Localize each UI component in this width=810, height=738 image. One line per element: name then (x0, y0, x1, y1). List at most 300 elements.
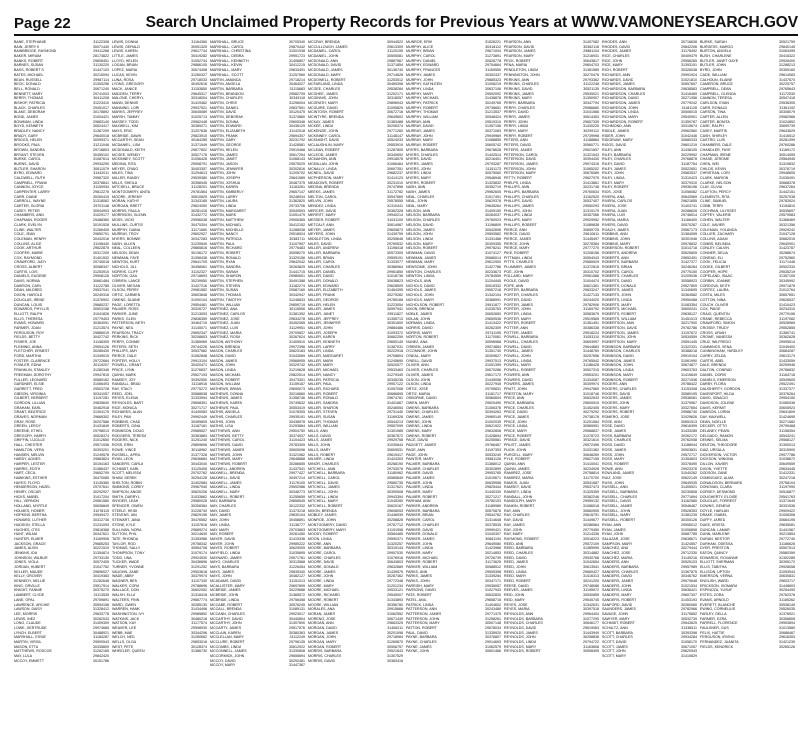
owner-name: REYNOLDS, ANN (504, 611, 534, 616)
property-id: 30271217 (485, 494, 501, 499)
property-id: 31187764 (681, 161, 697, 166)
property-id: 31330808 (289, 649, 305, 654)
owner-name: SCOTT, BARBARA (602, 630, 633, 635)
property-id: 31056082 (681, 190, 697, 194)
owner-name: MARTIN, DONNA (210, 119, 239, 124)
owner-name: CLAY, OLIVIA (700, 185, 723, 190)
owner-name: NEWSOME, JOHN (406, 265, 437, 269)
owner-name: COX, RAYMOND (14, 255, 42, 260)
property-id: 30262172 (681, 433, 697, 438)
owner-name: MOORE, RICHARD (308, 593, 340, 598)
owner-name: ROBBINS, MARY (602, 241, 631, 246)
property-id: 31065202 (583, 166, 599, 171)
owner-name: ROBERTS, ANN (602, 255, 629, 260)
owner-name: PARKER, JAMES (406, 536, 435, 541)
owner-name: SUTTON, PHIL (112, 532, 137, 537)
owner-name: MCINTYRE, BRENDA (308, 115, 344, 119)
listing-column (406, 40, 504, 734)
property-id: 30661484 (93, 279, 109, 284)
owner-name: PERRY, JOHN (504, 119, 528, 124)
property-id: 29607307 (681, 593, 697, 598)
owner-name: HUNTER, ELMER (14, 536, 44, 541)
owner-name: LOWE, GERTRUDE (14, 625, 47, 630)
owner-name: MARTIN, JASON (210, 161, 238, 166)
owner-name: PALMER, BARBARA (406, 461, 440, 466)
owner-name: MATTHEWS, ROSCOE (14, 649, 52, 654)
property-id: 31273891 (485, 54, 501, 59)
property-id: 30502333 (779, 265, 795, 269)
property-id: 29658351 (191, 400, 207, 405)
owner-name: RIDER, JOHN (602, 133, 625, 138)
property-id: 31374860 (289, 115, 305, 119)
property-id: 30321610 (583, 438, 599, 443)
owner-name: BATES, MICHAEL (14, 72, 44, 77)
owner-name: COOKE, GILBERT (700, 265, 731, 269)
owner-name: MARTIN, CHARLES (210, 96, 243, 101)
owner-name: PAINTER, MARY (406, 457, 434, 462)
owner-name: PHILLIPS, JOHN (504, 208, 532, 213)
property-id: 31112249 (289, 635, 305, 640)
property-id: 30495805 (191, 419, 207, 424)
owner-name: MILLS, MARY (308, 447, 331, 452)
property-id: 29503728 (93, 386, 109, 391)
owner-name: MILLER, BARBARA (308, 250, 341, 255)
property-id: 31076916 (387, 555, 403, 560)
owner-name: MARTINEZ, ROSA (210, 335, 241, 340)
property-id: 30680333 (681, 138, 697, 143)
property-id: 30420471 (191, 363, 207, 368)
property-id: 29978241 (485, 246, 501, 251)
owner-name: DONALDSON, BERNARD (700, 480, 743, 485)
property-id: 29689274 (191, 527, 207, 532)
property-id: 29541763 (779, 494, 795, 499)
property-id: 30657651 (779, 293, 795, 298)
owner-name: MOORE, JOHN (308, 574, 334, 579)
property-id: 29978832 (681, 241, 697, 246)
property-id: 30636421 (681, 588, 697, 593)
owner-name: PORTER, CHARLES (504, 293, 538, 298)
property-id: 30573305 (387, 250, 403, 255)
property-id: 31188944 (681, 443, 697, 448)
property-id: 30318004 (191, 96, 207, 101)
owner-name: CLARK, MARION (700, 175, 729, 180)
owner-name: MOBLEY, JAMES (308, 513, 337, 518)
owner-name: MATTHEWS, CAROL (210, 438, 245, 443)
property-id: 30705340 (289, 40, 305, 44)
owner-name: NORRIS, CLIFF (112, 269, 138, 274)
property-id: 30309355 (485, 241, 501, 246)
property-id: 29937513 (485, 358, 501, 363)
page-header (14, 2, 798, 32)
owner-name: CAMPBELL, GLENDA (700, 91, 736, 96)
owner-name: ROBERSON, ROBERT (602, 246, 640, 251)
owner-name: RUSSELL, MARY (602, 513, 631, 518)
owner-name: NICHOLS, MARY (406, 297, 435, 302)
property-id: 30503158 (93, 307, 109, 312)
owner-name: MARTIN, VIRGIL (14, 640, 42, 644)
property-id: 29969149 (485, 415, 501, 419)
property-id: 29943394 (387, 494, 403, 499)
property-id: 29853018 (191, 640, 207, 644)
property-id: 30455102 (93, 152, 109, 157)
property-id: 30532739 (681, 616, 697, 621)
owner-name: LEWIS, DONNA (112, 40, 139, 44)
property-id: 31186626 (779, 541, 795, 546)
owner-name: MARTIN, NANCY (210, 232, 239, 237)
owner-name: ROBBINS, CHAD (112, 419, 141, 424)
owner-name: MIDDLETON, LINDA (308, 236, 342, 241)
property-id: 30260415 (93, 194, 109, 199)
property-id: 30268190 (387, 461, 403, 466)
owner-name: MOON, LINDA (308, 536, 332, 541)
property-id: 30262309 (485, 325, 501, 330)
property-id: 30668378 (779, 180, 795, 185)
owner-name: PERRY, DAVID (504, 110, 529, 115)
owner-name: MCCULLOUGH, JAMES (308, 44, 348, 49)
property-id: 30154163 (93, 461, 109, 466)
owner-name: RAMIREZ, JOSE (504, 471, 532, 476)
property-id: 30234310 (779, 307, 795, 312)
owner-name: PARKER, ROBERT (406, 560, 438, 565)
owner-name: FLEMING, ANNA (14, 344, 42, 349)
property-id: 31321982 (289, 452, 305, 457)
property-id: 29568955 (289, 358, 305, 363)
property-id: 29754664 (485, 63, 501, 68)
property-id: 31423787 (779, 246, 795, 251)
property-id: 31355713 (387, 316, 403, 321)
property-id: 31337377 (779, 386, 795, 391)
property-id: 29568127 (779, 438, 795, 443)
property-id: 31434496 (191, 607, 207, 612)
owner-name: CHAMBERS, DALE (700, 143, 732, 148)
owner-name: MARSHALL, CAROL (210, 44, 244, 49)
property-id: 30128374 (191, 644, 207, 649)
property-id: 31353986 (191, 536, 207, 541)
owner-name: SCOTT, DAVID (602, 640, 627, 644)
owner-name: SCHMIDT, ROBERT (602, 621, 635, 626)
owner-name: NEWMAN, DAVID (406, 250, 436, 255)
property-id: 30388218 (681, 349, 697, 354)
property-id: 31357105 (779, 274, 795, 279)
owner-name: MURPHY, BRIAN (406, 49, 435, 54)
owner-name: FARMER, EZRA (700, 616, 727, 621)
owner-name: OLIVER, CHARLES (406, 368, 439, 373)
owner-name: MITCHELL, BRUCE (112, 185, 145, 190)
owner-name: MYERS, DAVID (406, 157, 432, 162)
owner-name: RICHARDSON, LINDA (602, 110, 639, 115)
property-id: 31432772 (191, 213, 207, 218)
property-id: 30622149 (681, 475, 697, 480)
property-id: 29545007 (387, 593, 403, 598)
property-id: 29627975 (583, 175, 599, 180)
property-id: 29883140 (93, 119, 109, 124)
property-id: 30600241 (681, 307, 697, 312)
property-id: 29788422 (681, 382, 697, 387)
owner-name: SANDERS, JOHN (602, 583, 632, 588)
property-id: 29669302 (93, 415, 109, 419)
owner-name: REED, CHARLES (504, 550, 533, 555)
property-id: 30522651 (681, 166, 697, 171)
owner-name: PAYNE, JAMES (406, 644, 432, 649)
owner-name: RIVERA, JUAN (602, 208, 627, 213)
owner-name: MARTIN, ROBERT (210, 250, 241, 255)
listing-column (602, 40, 700, 734)
owner-name: CLINE, WALTER (14, 227, 42, 232)
property-id: 30314882 (583, 550, 599, 555)
property-id: 31195972 (583, 588, 599, 593)
property-id: 31196809 (485, 222, 501, 227)
property-id: 30516877 (779, 490, 795, 494)
owner-name: NICHOLS, JOHN (406, 293, 434, 298)
property-id: 29896943 (387, 100, 403, 105)
property-id: 29537473 (583, 485, 599, 490)
owner-name: FERGUSON, ROY (14, 330, 45, 335)
property-id: 30115506 (289, 307, 305, 312)
owner-name: O'BRIEN, LANCE (112, 279, 141, 284)
owner-name: PARKS, JAMES (406, 574, 432, 579)
property-id: 30362118 (583, 44, 599, 49)
owner-name: CALDWELL, RUTH (14, 175, 46, 180)
property-id: 29649080 (485, 541, 501, 546)
property-id: 30625605 (681, 250, 697, 255)
owner-name: COPELAND, ISAAC (700, 274, 733, 279)
property-id: 30521135 (583, 86, 599, 91)
owner-name: MARTIN, SANDRA (210, 265, 241, 269)
property-id: 31419336 (289, 536, 305, 541)
owner-name: PHILLIPS, JAMES (504, 204, 534, 209)
owner-name: CASTRO, LUIS (700, 138, 725, 143)
property-id: 31464395 (387, 288, 403, 293)
owner-name: DODSON, ZANE (700, 471, 728, 476)
property-id: 30584485 (387, 532, 403, 537)
property-id: 29690073 (289, 386, 305, 391)
property-id: 31006219 (485, 82, 501, 87)
owner-name: NEWMAN, FAYE (112, 255, 140, 260)
owner-name: BUTLER, SHARON (14, 166, 46, 171)
property-id: 29585527 (191, 429, 207, 434)
owner-name: DAVIS, KERMIT (700, 405, 727, 410)
property-id: 30319144 (387, 546, 403, 551)
owner-name: BENNETT, MARY (14, 91, 43, 96)
owner-name: COLLINS, ALICE (14, 241, 42, 246)
property-id: 30497214 (289, 475, 305, 480)
listing-column (700, 40, 798, 734)
owner-name: RIVERA, ANA (602, 194, 625, 199)
property-id: 30321356 (779, 222, 795, 227)
owner-name: NICHOLSON, ROBERT (406, 302, 445, 307)
owner-name: MCNALLY, LINDA (308, 166, 337, 171)
owner-name: MCCARTY, JAMES (210, 625, 242, 630)
owner-name: SALAZAR, JOSE (602, 536, 630, 541)
property-id: 31362820 (289, 199, 305, 204)
property-id: 29974316 (583, 161, 599, 166)
property-id: 31446939 (387, 513, 403, 518)
owner-name: O'NEAL, MARY (406, 354, 432, 359)
property-id: 29788696 (191, 583, 207, 588)
owner-name: RAMSEY, DAVID (504, 485, 532, 490)
property-id: 29753076 (387, 466, 403, 471)
owner-name: ROBERTSON, MARY (602, 340, 638, 344)
property-id: 31145071 (191, 325, 207, 330)
property-id: 29671004 (485, 49, 501, 54)
owner-name: CROSS, URIAH (700, 330, 726, 335)
property-id: 29634445 (779, 466, 795, 471)
owner-name: ELLIOTT, SHERMAN (700, 560, 735, 565)
property-id: 30120475 (289, 110, 305, 115)
owner-name: ROBERTSON, JOHN (602, 335, 637, 340)
property-id: 30605096 (289, 447, 305, 452)
property-id: 29649602 (387, 115, 403, 119)
property-id: 31164360 (191, 40, 207, 44)
property-id: 30302899 (485, 466, 501, 471)
property-id: 30646177 (583, 621, 599, 626)
property-id: 29741195 (485, 330, 501, 335)
property-id: 29636684 (191, 457, 207, 462)
owner-name: WALSH, ELLA (112, 593, 136, 598)
property-id: 30543241 (779, 433, 795, 438)
property-id: 31033662 (191, 494, 207, 499)
property-id: 31180962 (387, 471, 403, 476)
property-id: 29632689 (387, 565, 403, 569)
property-id: 29527809 (681, 283, 697, 288)
property-id: 29553919 (387, 143, 403, 148)
owner-name: WELCH, NED (112, 635, 135, 640)
property-id: 30629009 (289, 546, 305, 551)
owner-name: MORGAN, JOHN (308, 635, 336, 640)
owner-name: PHELPS, LINDA (504, 180, 531, 185)
owner-name: TAYLOR, ROD (112, 541, 136, 546)
property-id: 31445058 (485, 377, 501, 382)
owner-name: WALTERS, FINN (112, 597, 140, 602)
property-id: 30279282 (387, 293, 403, 298)
owner-name: DAWSON, LORNA (700, 410, 731, 415)
property-id: 30379974 (191, 574, 207, 579)
property-id: 30944522 (387, 40, 403, 44)
owner-name: MARTIN, JENNIFER (210, 166, 244, 171)
owner-name: COOPER, HOPE (700, 269, 728, 274)
owner-name: KNIGHT, FANNIE (14, 588, 43, 593)
property-id: 31201234 (387, 583, 403, 588)
owner-name: RODGERS, TERESA (112, 433, 147, 438)
property-id: 29667774 (191, 597, 207, 602)
property-id: 30535697 (779, 208, 795, 213)
owner-name: MAXWELL, MARY (210, 490, 240, 494)
owner-name: SCHULTZ, ANN (602, 625, 628, 630)
property-id: 31343893 (387, 597, 403, 602)
owner-name: MAXWELL, BRENDA (210, 471, 245, 476)
owner-name: RICE, CHARLES (602, 54, 630, 59)
owner-name: HART, CECIL (14, 471, 36, 476)
owner-name: PAGE, ANN (406, 447, 426, 452)
property-id: 29703663 (289, 527, 305, 532)
property-id: 31439575 (387, 569, 403, 574)
property-id: 30530859 (583, 593, 599, 598)
property-id: 29784559 (485, 274, 501, 279)
owner-name: MARTIN, MATTHEW (210, 218, 244, 223)
owner-name: NEWTON, LINDA (406, 274, 435, 279)
property-id: 31442011 (93, 171, 109, 176)
owner-name: MULLINS, CURTIS (112, 222, 143, 227)
property-id: 30086347 (93, 265, 109, 269)
owner-name: MILLER, JAMES (308, 307, 335, 312)
property-id: 31058170 (681, 640, 697, 644)
owner-name: CASEY, PETER (14, 208, 40, 213)
owner-name: MCCLURE, ROBERT (210, 640, 245, 644)
owner-name: PERKINS, DAVID (504, 86, 533, 91)
property-id: 31213574 (93, 325, 109, 330)
owner-name: COOK, ARTHUR (14, 246, 42, 251)
property-id: 30527176 (191, 152, 207, 157)
property-id: 30487375 (289, 180, 305, 185)
owner-name: BURKE, CAROL (14, 157, 41, 162)
owner-name: COX, PAIGE (700, 307, 721, 312)
property-id: 30464715 (191, 321, 207, 326)
owner-name: COLE, XAVIER (700, 222, 725, 227)
owner-name: COCHRAN, ULYSSES (700, 208, 737, 213)
property-id: 31041826 (93, 311, 109, 316)
owner-name: CAMPBELL, DEAN (700, 86, 732, 91)
property-id: 29521643 (387, 649, 403, 654)
property-id: 31438105 (681, 147, 697, 152)
owner-name: HALL, CHESTER (14, 443, 43, 448)
owner-name: HARDY, AGNES (14, 457, 41, 462)
property-id: 30684195 (779, 518, 795, 523)
owner-name: REED, ANN (504, 541, 524, 546)
owner-name: MARTINEZ, ANA (210, 307, 238, 312)
owner-name: DYER, PRESTON (700, 546, 730, 551)
property-id: 31208156 (583, 250, 599, 255)
owner-name: RANDALL, BRAD (112, 382, 141, 387)
owner-name: PRESTON, MARY (504, 391, 534, 396)
owner-name: BRIGGS, HELEN (14, 138, 42, 143)
owner-name: DORSEY, DESMOND (700, 490, 736, 494)
owner-name: CROSS, ALBERT (14, 265, 43, 269)
owner-name: BUTLER, JANET GAYE (700, 58, 739, 63)
owner-name: MILLER, SANDRA (308, 400, 338, 405)
property-id: 31342631 (583, 602, 599, 607)
owner-name: FLETCHER, ERNEST (14, 349, 50, 354)
property-id: 30318057 (387, 96, 403, 101)
owner-name: NELSON, JAMES (406, 227, 435, 232)
owner-name: RUSSELL, JOHN (602, 508, 631, 513)
property-id: 30651513 (681, 419, 697, 424)
owner-name: GREENE, ETHEL (14, 429, 43, 434)
owner-name: ROSS, CHARLES (602, 438, 632, 443)
owner-name: BRYANT, STEVEN (14, 152, 45, 157)
property-id: 29760286 (779, 143, 795, 148)
property-id: 31163261 (289, 185, 305, 190)
owner-name: PORTER, JOHN (504, 307, 531, 312)
property-id: 30394430 (583, 157, 599, 162)
property-id: 31068143 (289, 157, 305, 162)
owner-name: LOGAN, BRIAN (112, 63, 138, 68)
owner-name: MILLER, DANIEL (308, 269, 336, 274)
property-id: 29535021 (583, 91, 599, 96)
owner-name: ROGERS, JAMES (602, 396, 632, 401)
owner-name: RICHARDSON, CHARLES (602, 91, 646, 96)
property-id: 30661194 (485, 536, 501, 541)
owner-name: MARSHALL, BRUCE (210, 40, 244, 44)
property-id: 31150934 (93, 185, 109, 190)
property-id: 31177574 (191, 621, 207, 626)
property-id: 30340692 (387, 152, 403, 157)
owner-name: MOORE, DAVID (308, 560, 335, 565)
property-id: 30258836 (583, 635, 599, 640)
owner-name: PARRISH, MARY (406, 583, 435, 588)
property-id: 30254128 (191, 475, 207, 480)
owner-name: COBB, TERRI (700, 204, 723, 209)
owner-name: MILLER, PAUL (308, 382, 333, 387)
